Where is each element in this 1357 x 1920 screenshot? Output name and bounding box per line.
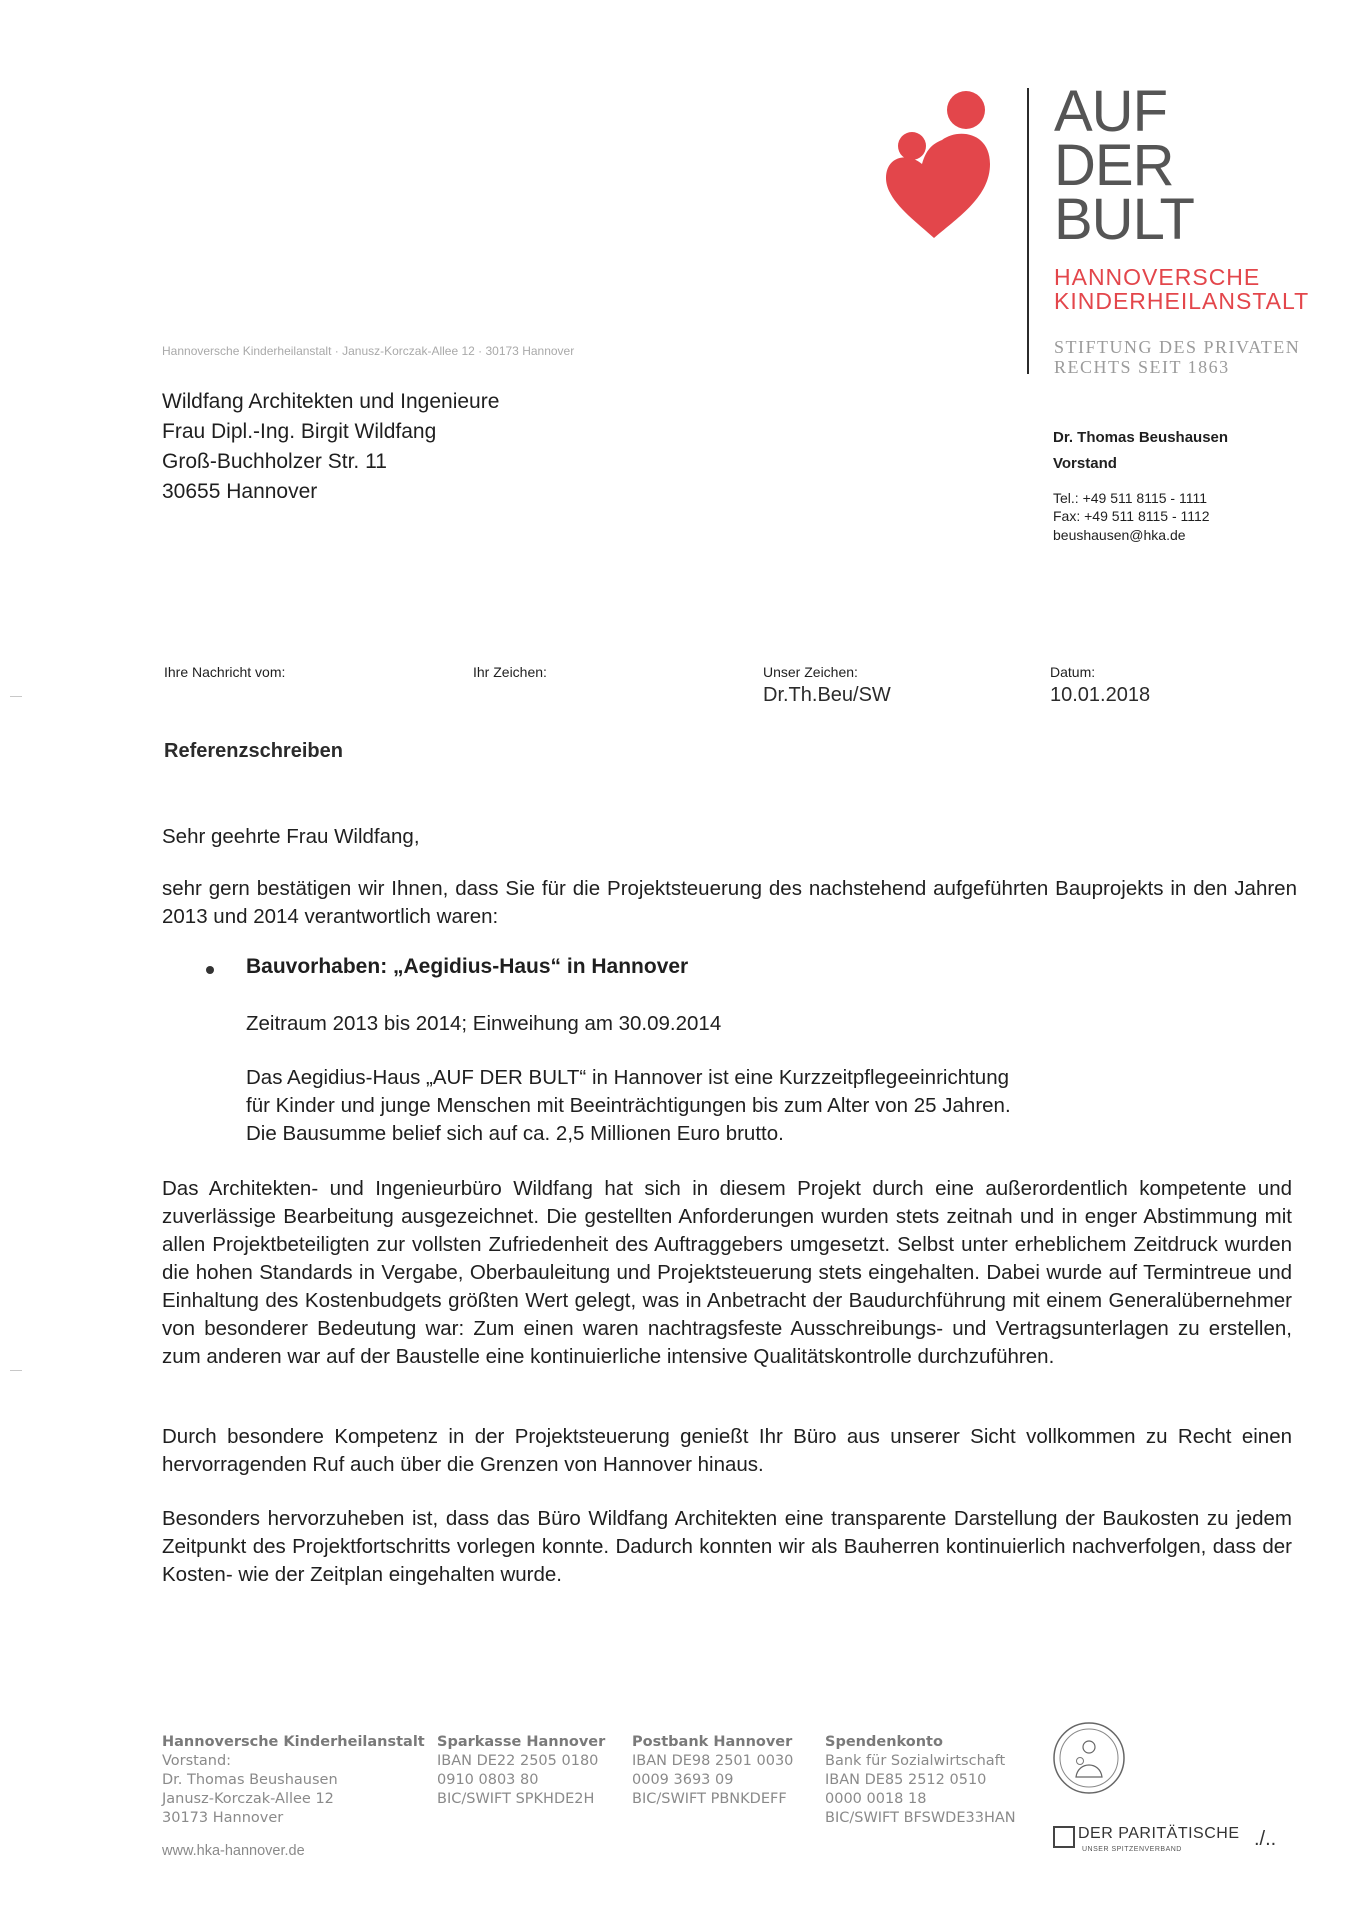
footer-bank1-heading: Sparkasse Hannover [437,1734,606,1750]
your-ref-label: Ihr Zeichen: [473,664,547,680]
project-desc-line-3: Die Bausumme belief sich auf ca. 2,5 Millionen Euro brutto. [246,1122,784,1145]
paragraph-assessment: Das Architekten- und Ingenieurbüro Wildfang hat sich in diesem Projekt durch eine außerordentlich kompetente und zuverlässige Bearbeitung ausgezeichnet. Die gestellten Anforderungen wurden stets zeitnah und in enger Abstimmung mit allen Projektbeteiligten zur vollsten Zufriedenheit des Auftraggebers umgesetzt. Selbst unter erheblichem Zeitdruck wurden die hohen Standards in Vergabe, Oberbauleitung und Projektsteuerung stets eingehalten. Dabei wurde auf Termintreue und Einhaltung des Kostenbudgets größten Wert gelegt, was in Anbetracht der Baudurchführung mit einem Generalübernehmer von besonderer Bedeutung war: Zum einen waren nachtragsfeste Ausschreibungs- und Vertragsunterlagen zu erstellen, zum anderen war auf der Baustelle eine kontinuierliche intensive Qualitätskontrolle durchzuführen. [162,1177,1292,1368]
brand-line-3: BULT [1054,187,1194,252]
paragraph-reputation: Durch besondere Kompetenz in der Projektsteuerung genießt Ihr Büro aus unserer Sicht vollkommen zu Recht einen hervorragenden Ruf auch über die Grenzen von Hannover hinaus. [162,1425,1292,1476]
letter-subject: Referenzschreiben [164,740,343,762]
project-desc-line-2: für Kinder und junge Menschen mit Beeinträchtigungen bis zum Alter von 25 Jahren. [246,1094,1011,1117]
heart-figures-logo-icon [886,88,998,238]
footer-bank1-line: BIC/SWIFT SPKHDE2H [437,1791,595,1807]
contact-email: beushausen@hka.de [1053,527,1186,543]
contact-tel: Tel.: +49 511 8115 - 1111 [1053,490,1207,506]
contact-name: Dr. Thomas Beushausen [1053,429,1229,446]
footer-donation-line: 0000 0018 18 [825,1791,927,1807]
paritaet-tagline: UNSER SPITZENVERBAND [1082,1846,1182,1853]
footer-bank2-line: BIC/SWIFT PBNKDEFF [632,1791,787,1807]
recipient-line-4: 30655 Hannover [162,480,318,503]
salutation: Sehr geehrte Frau Wildfang, [162,825,420,848]
project-title: Bauvorhaben: „Aegidius-Haus“ in Hannover [246,955,689,978]
letterhead-divider [1027,88,1029,374]
date-value: 10.01.2018 [1050,684,1151,706]
brand-line-2: DER [1054,133,1174,198]
footer-org-line: 30173 Hannover [162,1810,284,1826]
footer-org-line: Dr. Thomas Beushausen [162,1772,338,1788]
recipient-line-2: Frau Dipl.-Ing. Birgit Wildfang [162,420,437,443]
continuation-mark: ./.. [1254,1828,1277,1850]
footer-donation-block [825,1733,1016,1828]
foundation-line-1: STIFTUNG DES PRIVATEN [1054,337,1301,357]
org-name-line-2: KINDERHEILANSTALT [1054,288,1310,314]
footer-bank1-line: 0910 0803 80 [437,1772,539,1788]
footer-donation-line: IBAN DE85 2512 0510 [825,1772,987,1788]
footer-bank2-heading: Postbank Hannover [632,1734,793,1750]
footer-donation-line: BIC/SWIFT BFSWDE33HAN [825,1810,1016,1826]
brand-line-1: AUF [1054,79,1167,144]
footer-bank2-line: 0009 3693 09 [632,1772,734,1788]
sender-return-address: Hannoversche Kinderheilanstalt · Janusz-Korczak-Allee 12 · 30173 Hannover [162,344,575,358]
contact-role: Vorstand [1053,455,1117,472]
footer-org-line: Janusz-Korczak-Allee 12 [162,1791,334,1807]
org-name-line-1: HANNOVERSCHE [1054,264,1261,290]
contact-fax: Fax: +49 511 8115 - 1112 [1053,508,1210,524]
footer-org-line: Vorstand: [162,1753,232,1769]
footer-website: www.hka-hannover.de [162,1843,305,1859]
paritaet-logo-icon [1053,1826,1075,1848]
paragraph-cost-transparency: Besonders hervorzuheben ist, dass das Büro Wildfang Architekten eine transparente Darstellung der Baukosten zu jedem Zeitpunkt des Projektfortschritts vorlegen konnte. Dadurch konnten wir als Bauherren kontinuierlich nachverfolgen, dass der Kosten- wie der Zeitplan eingehalten wurde. [162,1507,1292,1586]
intro-paragraph: sehr gern bestätigen wir Ihnen, dass Sie für die Projektsteuerung des nachstehend aufgeführten Bauprojekts in den Jahren 2013 und 2014 verantwortlich waren: [162,877,1297,928]
footer-bank2-block [632,1733,793,1809]
our-ref-label: Unser Zeichen: [763,664,858,680]
project-desc-line-1: Das Aegidius-Haus „AUF DER BULT“ in Hannover ist eine Kurzzeitpflegeeinrichtung [246,1066,1010,1089]
bullet-point [206,966,214,974]
footer-bank1-line: IBAN DE22 2505 0180 [437,1753,599,1769]
our-ref-value: Dr.Th.Beu/SW [763,684,891,706]
footer-org-block [162,1733,425,1828]
footer-donation-line: Bank für Sozialwirtschaft [825,1753,1006,1769]
paritaet-name: DER PARITÄTISCHE [1078,1825,1240,1842]
footer-donation-heading: Spendenkonto [825,1734,943,1750]
footer-bank1-block [437,1733,605,1809]
date-label: Datum: [1050,664,1096,680]
fold-mark [10,1370,22,1371]
foundation-seal-icon [1052,1721,1126,1795]
recipient-line-3: Groß-Buchholzer Str. 11 [162,450,387,473]
fold-mark [10,696,22,697]
recipient-line-1: Wildfang Architekten und Ingenieure [162,390,500,413]
your-message-label: Ihre Nachricht vom: [164,664,286,680]
project-period: Zeitraum 2013 bis 2014; Einweihung am 30.09.2014 [246,1012,722,1035]
foundation-line-2: RECHTS SEIT 1863 [1054,357,1230,377]
footer-org-heading: Hannoversche Kinderheilanstalt [162,1734,425,1750]
footer-bank2-line: IBAN DE98 2501 0030 [632,1753,794,1769]
